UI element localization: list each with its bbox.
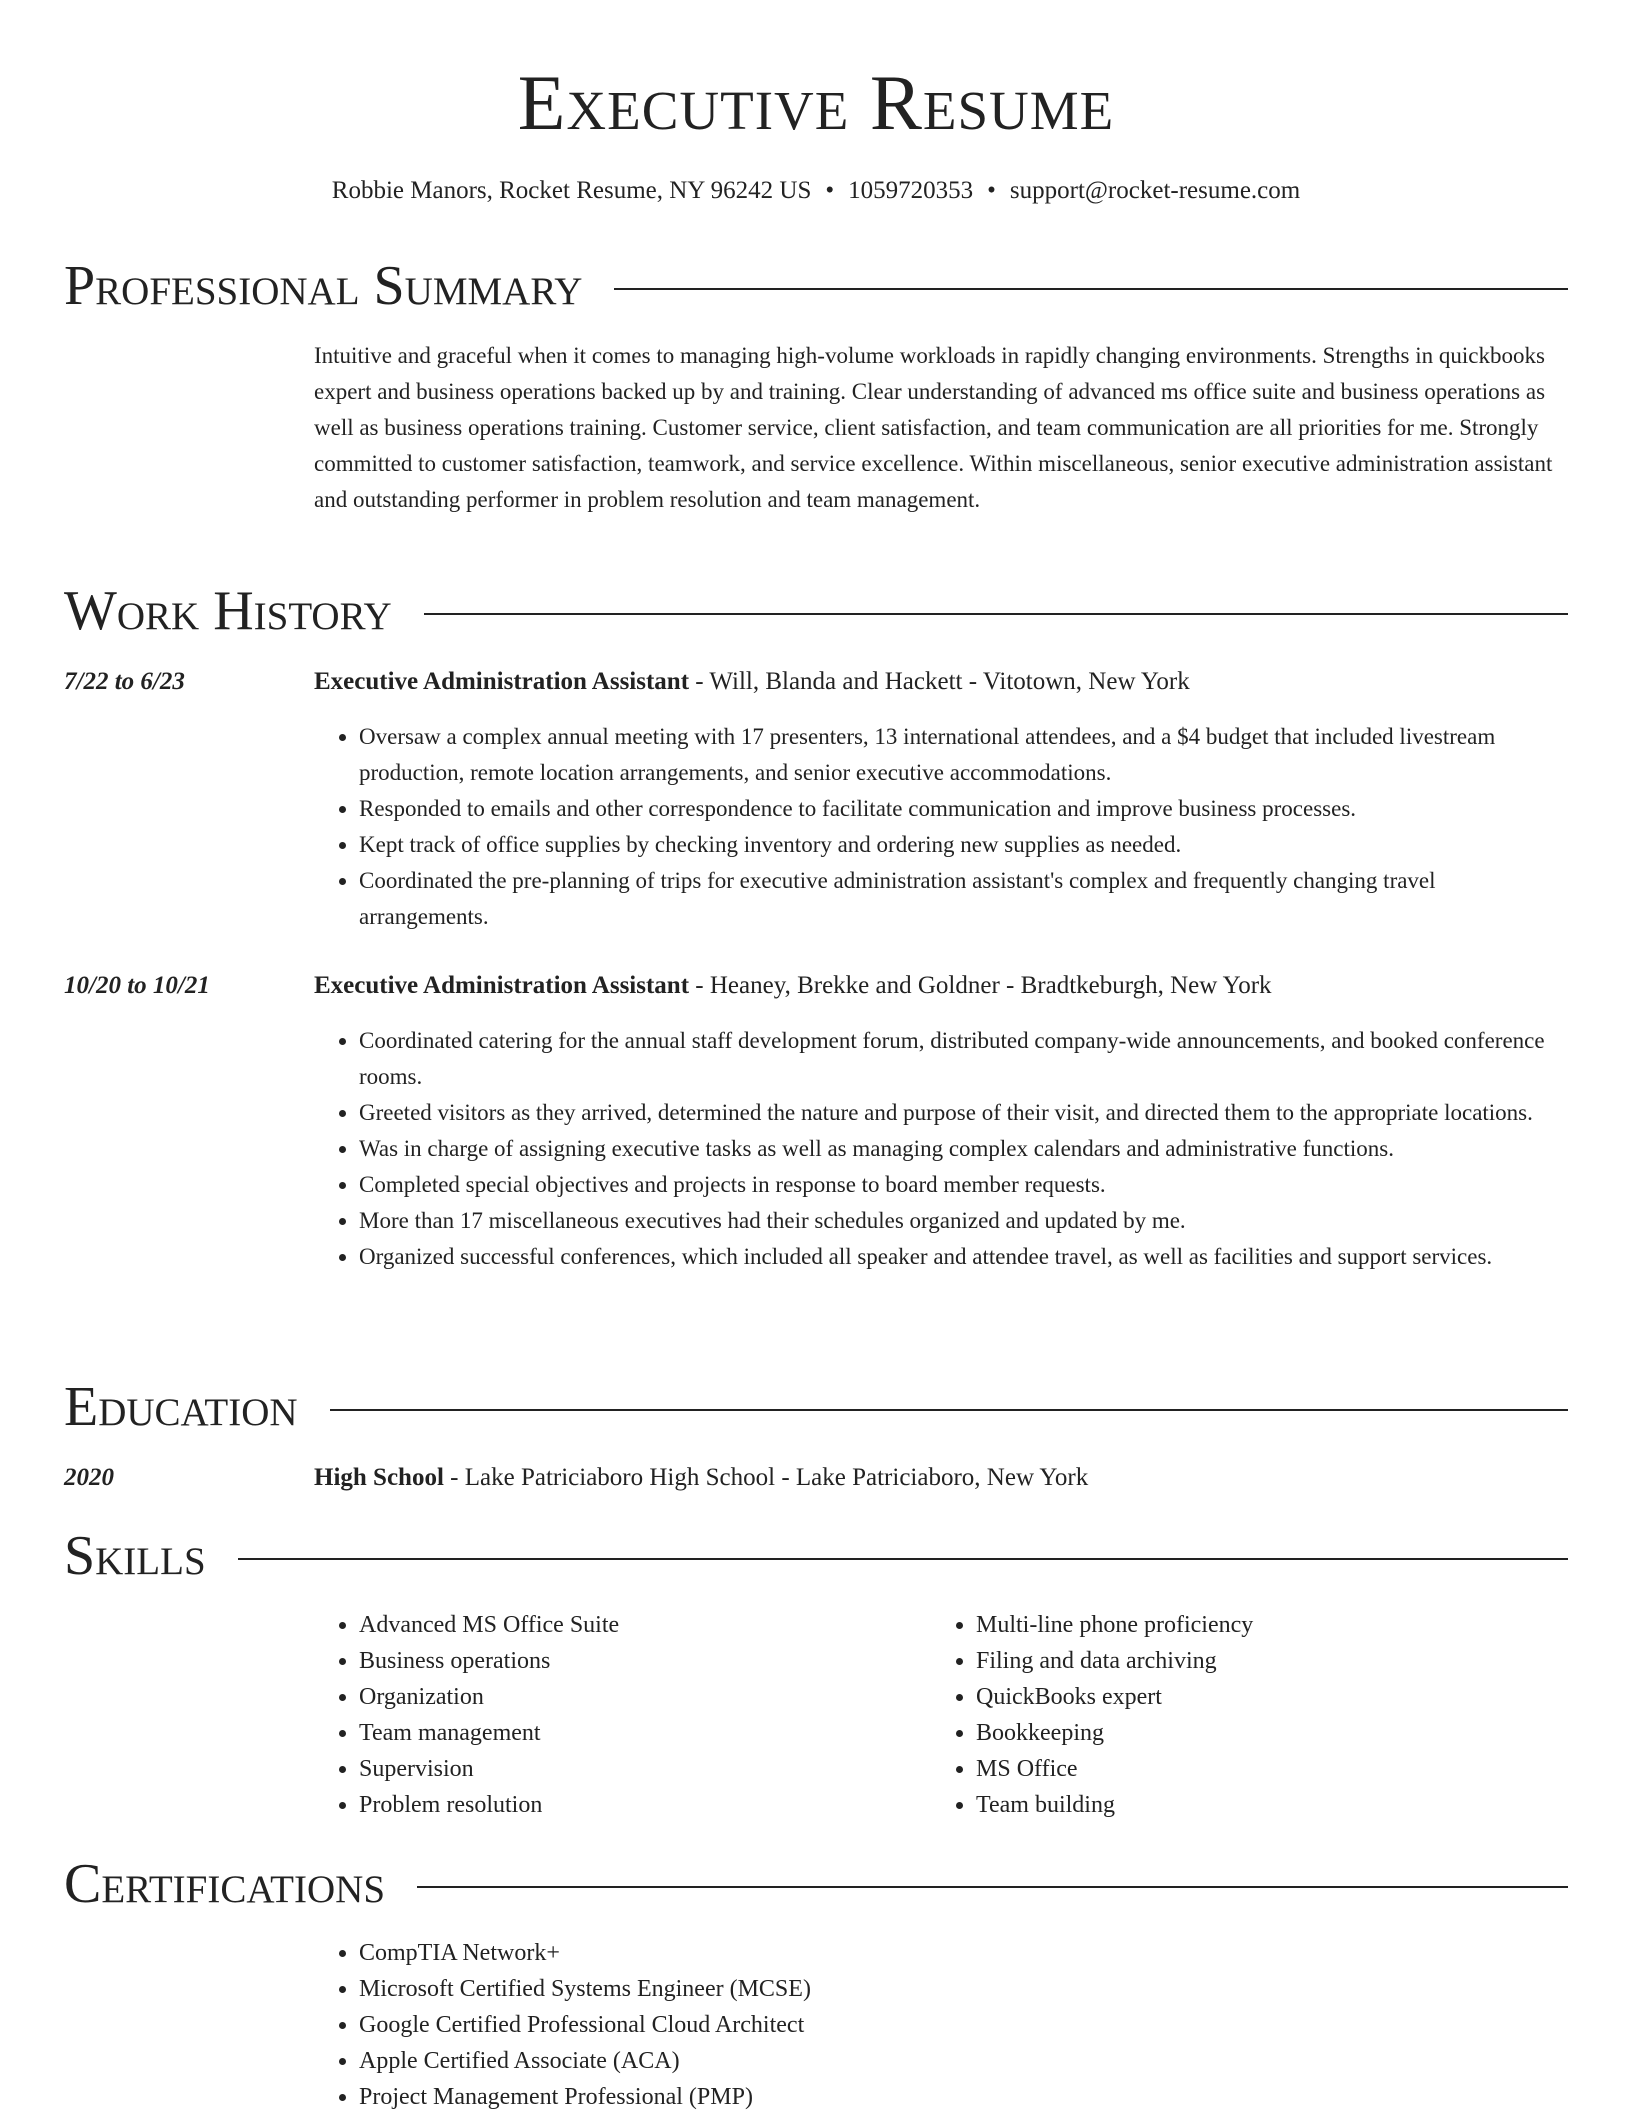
job-employer: - Will, Blanda and Hackett - Vitotown, New York (689, 668, 1190, 695)
section-divider (238, 1558, 1568, 1560)
job-title-line (314, 665, 1568, 699)
skill-item: • MS Office (976, 1751, 1576, 1787)
job-dates: 7/22 to 6/23 (64, 668, 185, 695)
job-dates: 10/20 to 10/21 (64, 972, 210, 999)
skill-item: • Team management (359, 1715, 929, 1751)
education-year: 2020 (64, 1464, 114, 1491)
education-school: - Lake Patriciaboro High School - Lake Patriciaboro, New York (443, 1464, 1089, 1491)
list-item: • Completed special objectives and projects in response to board member requests. (359, 1167, 1568, 1203)
skill-item: • Bookkeeping (976, 1715, 1576, 1751)
list-item: • Was in charge of assigning executive tasks as well as managing complex calendars and administrative functions. (359, 1131, 1568, 1167)
contact-line (0, 174, 1632, 208)
list-item: • Coordinated the pre-planning of trips for executive administration assistant's complex and frequently changing travel arrangements. (359, 863, 1568, 935)
certifications-list (314, 1935, 1609, 2115)
list-item: • More than 17 miscellaneous executives had their schedules organized and updated by me. (359, 1203, 1568, 1239)
summary-section-header (64, 254, 1568, 318)
skill-item: • Problem resolution (359, 1787, 929, 1823)
certification-item: • CompTIA Network+ (359, 1935, 1609, 1971)
education-section-header (64, 1375, 1568, 1439)
list-item: • Responded to emails and other correspondence to facilitate communication and improve business processes. (359, 791, 1568, 827)
certification-item: • Google Certified Professional Cloud Architect (359, 2007, 1609, 2043)
contact-email[interactable]: support@rocket-resume.com (1009, 177, 1301, 204)
certification-item: • Project Management Professional (PMP) (359, 2079, 1609, 2115)
contact-phone: 1059720353 (848, 177, 974, 204)
education-degree: High School (314, 1464, 444, 1491)
certifications-section-header (64, 1852, 1568, 1916)
list-item: • Organized successful conferences, which included all speaker and attendee travel, as well as facilities and support services. (359, 1239, 1568, 1275)
skills-section-header (64, 1524, 1568, 1588)
job-role: Executive Administration Assistant (314, 972, 690, 999)
section-divider (330, 1409, 1568, 1411)
section-divider (424, 613, 1568, 615)
job-title-line (314, 969, 1568, 1003)
job-duties-list (314, 719, 1568, 935)
work-heading: Work History (64, 580, 392, 642)
education-line (314, 1461, 1568, 1495)
contact-separator: • (825, 177, 835, 204)
skill-item: • Organization (359, 1679, 929, 1715)
resume-title: Executive Resume (517, 59, 1115, 146)
skill-item: • Multi-line phone proficiency (976, 1607, 1576, 1643)
contact-address: Robbie Manors, Rocket Resume, NY 96242 US (331, 177, 812, 204)
list-item: • Greeted visitors as they arrived, determined the nature and purpose of their visit, and directed them to the appropriate locations. (359, 1095, 1568, 1131)
skill-item: • Team building (976, 1787, 1576, 1823)
skill-item: • Business operations (359, 1643, 929, 1679)
contact-separator: • (987, 177, 996, 204)
summary-text: Intuitive and graceful when it comes to managing high-volume workloads in rapidly changing environments. Strengths in quickbooks expert and business operations backed up by and training. Clear understanding of advanced ms office suite and business operations as well as business operations training. Customer service, client satisfaction, and team communication are all priorities for me. Strongly committed to customer satisfaction, teamwork, and service excellence. Within miscellaneous, senior executive administration assistant and outstanding performer in problem resolution and team management. (314, 343, 1553, 512)
list-item: • Coordinated catering for the annual staff development forum, distributed company-wide announcements, and booked conference rooms. (359, 1023, 1568, 1095)
skill-item: • Supervision (359, 1751, 929, 1787)
list-item: • Oversaw a complex annual meeting with 17 presenters, 13 international attendees, and a $4 budget that included livestream production, remote location arrangements, and senior executive accommodations. (359, 719, 1568, 791)
section-divider (417, 1886, 1568, 1888)
skill-item: • Filing and data archiving (976, 1643, 1576, 1679)
education-heading: Education (64, 1376, 298, 1438)
list-item: • Kept track of office supplies by checking inventory and ordering new supplies as needed. (359, 827, 1568, 863)
skill-item: • Advanced MS Office Suite (359, 1607, 929, 1643)
job-role: Executive Administration Assistant (314, 668, 690, 695)
skill-item: • QuickBooks expert (976, 1679, 1576, 1715)
section-divider (614, 288, 1568, 290)
certifications-heading: Certifications (64, 1853, 386, 1915)
summary-heading: Professional Summary (64, 255, 583, 317)
skills-heading: Skills (64, 1525, 206, 1587)
job-employer: - Heaney, Brekke and Goldner - Bradtkeburgh, New York (689, 972, 1272, 999)
work-section-header (64, 579, 1568, 643)
certification-item: • Apple Certified Associate (ACA) (359, 2043, 1609, 2079)
certification-item: • Microsoft Certified Systems Engineer (MCSE) (359, 1971, 1609, 2007)
skills-list-right (931, 1607, 1576, 1823)
skills-list-left (314, 1607, 929, 1823)
job-duties-list (314, 1023, 1568, 1275)
